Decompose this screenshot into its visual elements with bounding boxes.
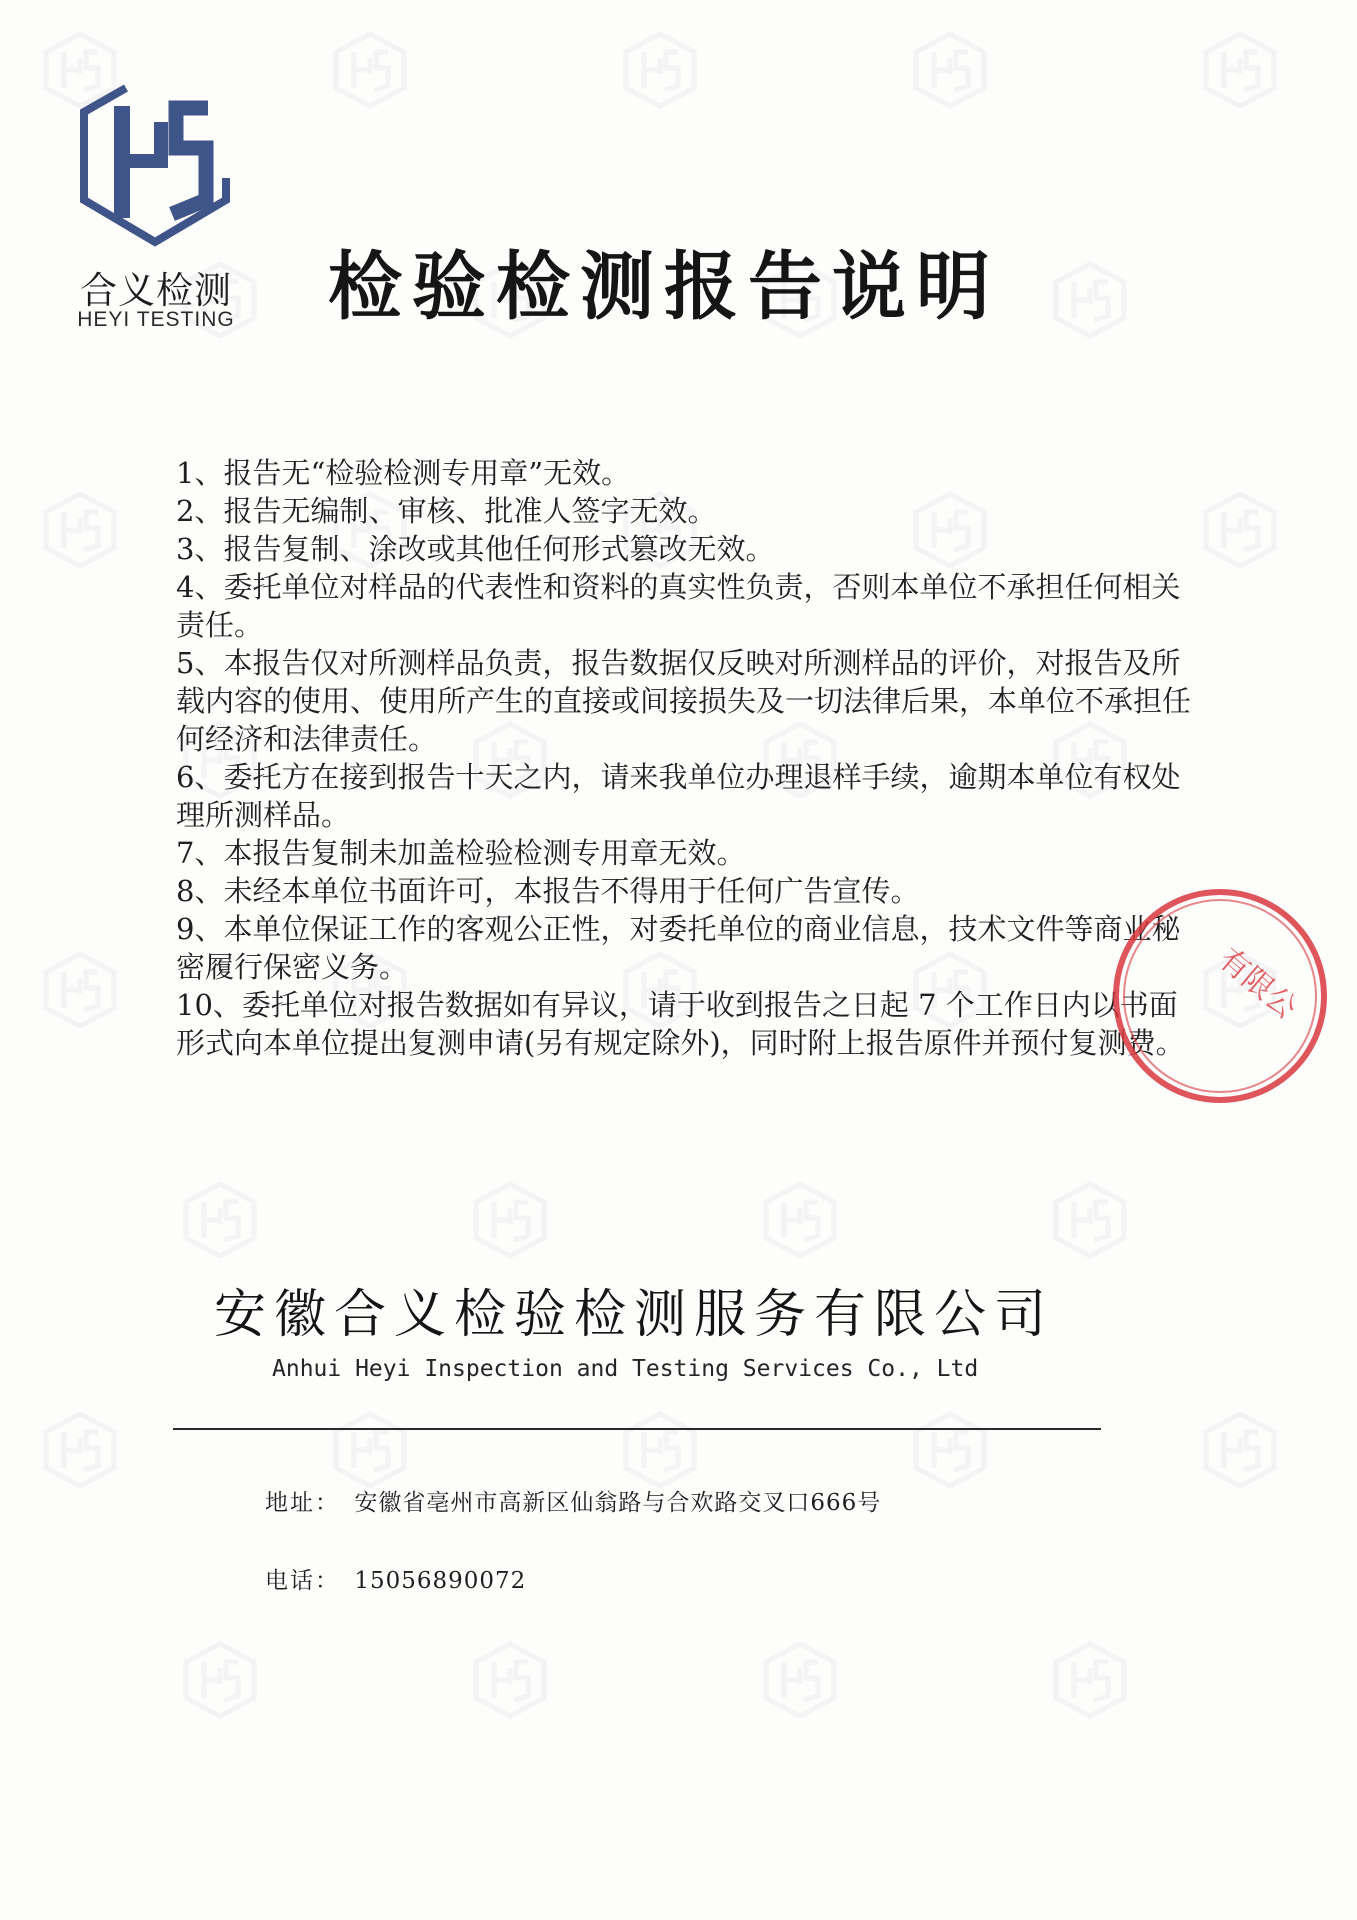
watermark-logo-icon bbox=[1200, 1410, 1280, 1490]
watermark-logo-icon bbox=[180, 1180, 260, 1260]
address-value: 安徽省亳州市高新区仙翁路与合欢路交叉口666号 bbox=[354, 1490, 882, 1516]
watermark-logo-icon bbox=[1200, 30, 1280, 110]
watermark-logo-icon bbox=[910, 30, 990, 110]
note-item: 9、本单位保证工作的客观公正性，对委托单位的商业信息，技术文件等商业秘密履行保密义务。 bbox=[176, 912, 1181, 984]
watermark-logo-icon bbox=[620, 1410, 700, 1490]
watermark-logo-icon bbox=[1050, 1640, 1130, 1720]
note-item: 3、报告复制、涂改或其他任何形式篡改无效。 bbox=[176, 532, 775, 566]
watermark-logo-icon bbox=[40, 490, 120, 570]
watermark-logo-icon bbox=[1050, 260, 1130, 340]
company-name-en: Anhui Heyi Inspection and Testing Services Co., Ltd bbox=[272, 1356, 979, 1382]
watermark-logo-icon bbox=[1050, 1180, 1130, 1260]
watermark-logo-icon bbox=[470, 1640, 550, 1720]
note-item: 10、委托单位对报告数据如有异议，请于收到报告之日起 7 个工作日内以书面形式向本单位提出复测申请(另有规定除外)，同时附上报告原件并预付复测费。 bbox=[176, 988, 1185, 1060]
watermark-logo-icon bbox=[760, 1640, 840, 1720]
note-item: 2、报告无编制、审核、批准人签字无效。 bbox=[176, 494, 717, 528]
note-item: 7、本报告复制未加盖检验检测专用章无效。 bbox=[176, 836, 746, 870]
watermark-logo-icon bbox=[1200, 490, 1280, 570]
note-item: 4、委托单位对样品的代表性和资料的真实性负责，否则本单位不承担任何相关责任。 bbox=[176, 570, 1181, 642]
watermark-logo-icon bbox=[910, 1410, 990, 1490]
page-title: 检验检测报告说明 bbox=[328, 244, 1000, 330]
note-item: 1、报告无“检验检测专用章”无效。 bbox=[176, 456, 631, 490]
divider bbox=[173, 1428, 1101, 1430]
note-item: 8、未经本单位书面许可，本报告不得用于任何广告宣传。 bbox=[176, 874, 920, 908]
phone-label: 电话： bbox=[265, 1568, 340, 1594]
note-item: 6、委托方在接到报告十天之内，请来我单位办理退样手续，逾期本单位有权处理所测样品。 bbox=[176, 760, 1181, 832]
address-label: 地址： bbox=[265, 1490, 340, 1516]
note-item: 5、本报告仅对所测样品负责，报告数据仅反映对所测样品的评价，对报告及所载内容的使用、使用所产生的直接或间接损失及一切法律后果，本单位不承担任何经济和法律责任。 bbox=[176, 646, 1192, 756]
watermark-logo-icon bbox=[40, 950, 120, 1030]
phone-value: 15056890072 bbox=[354, 1568, 527, 1594]
notes-list bbox=[176, 454, 1196, 1062]
logo-name-cn: 合义检测 bbox=[80, 269, 232, 312]
watermark-logo-icon bbox=[470, 1180, 550, 1260]
company-name-cn: 安徽合义检验检测服务有限公司 bbox=[214, 1285, 1055, 1345]
watermark-logo-icon bbox=[330, 30, 410, 110]
watermark-logo-icon bbox=[40, 1410, 120, 1490]
hs-logo-icon bbox=[80, 82, 230, 252]
logo-name-en: HEYI TESTING bbox=[77, 308, 235, 331]
watermark-logo-icon bbox=[620, 30, 700, 110]
address-line bbox=[265, 1484, 881, 1517]
official-seal bbox=[1100, 876, 1340, 1116]
seal-text: 有限公 bbox=[1211, 941, 1304, 1027]
watermark-logo-icon bbox=[180, 1640, 260, 1720]
watermark-logo-icon bbox=[760, 1180, 840, 1260]
phone-line bbox=[265, 1562, 526, 1595]
company-logo bbox=[76, 82, 236, 332]
watermark-logo-icon bbox=[330, 1410, 410, 1490]
